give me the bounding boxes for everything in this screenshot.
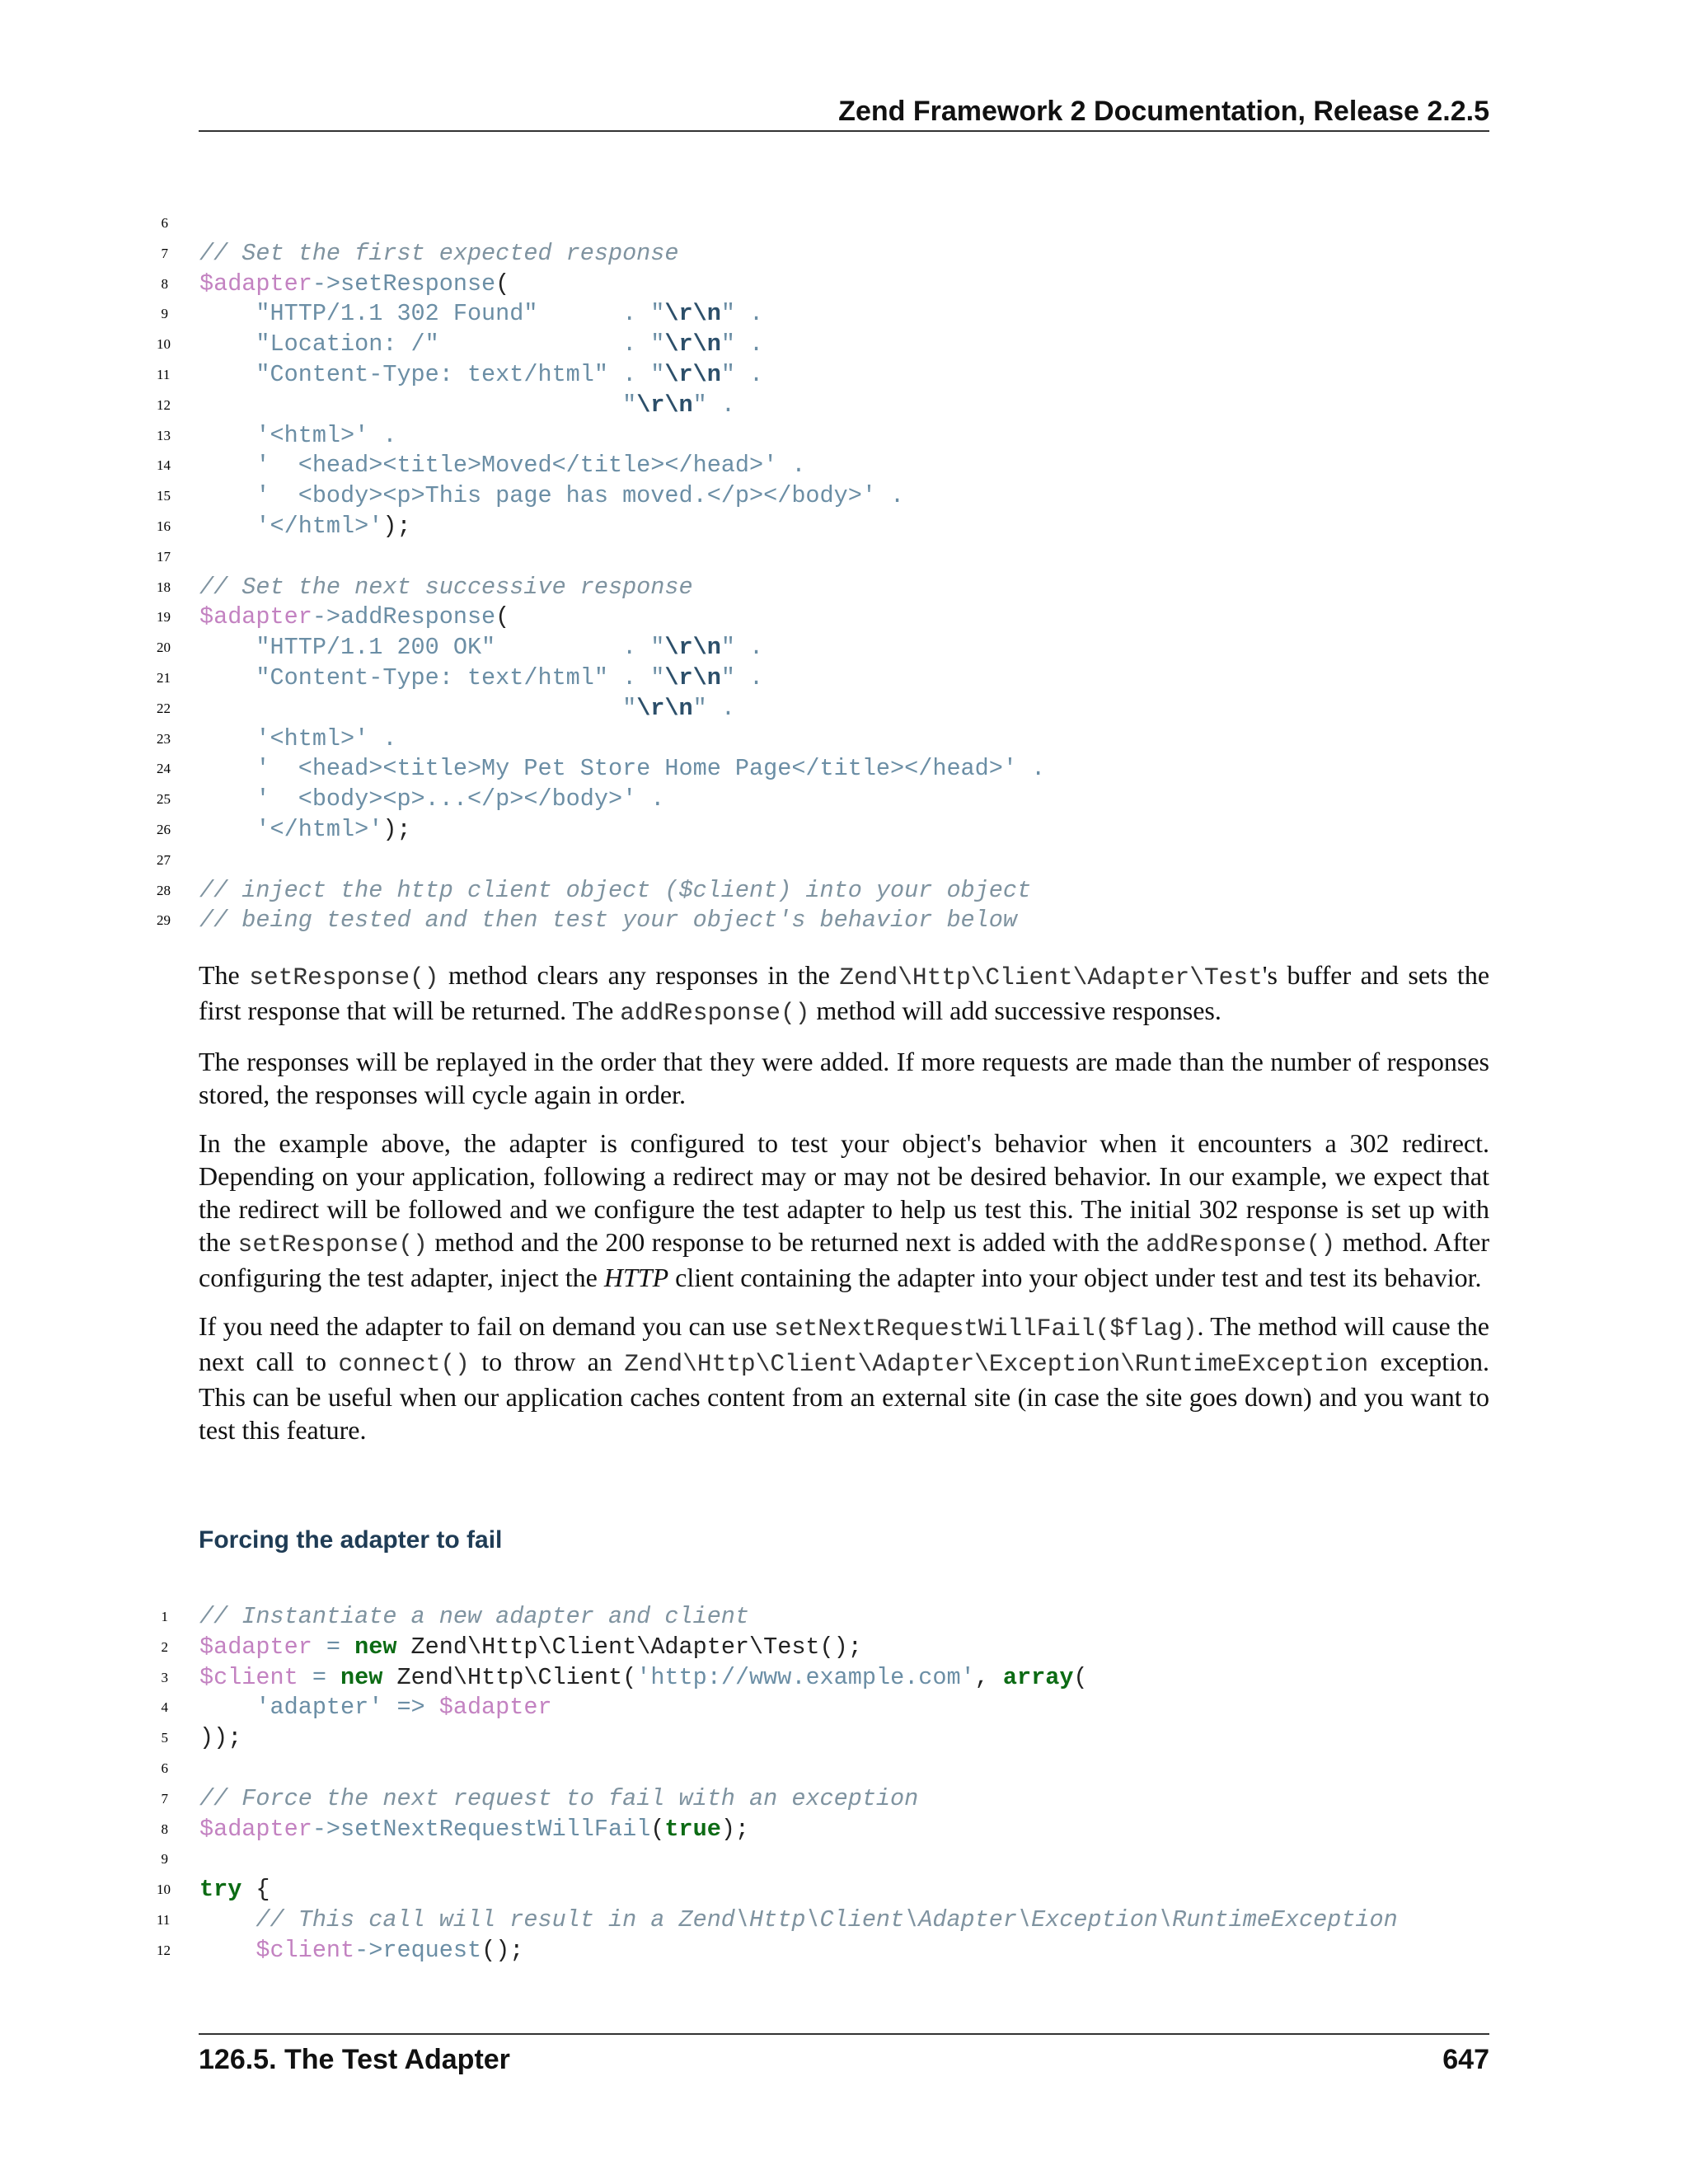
- code-line: [157, 451, 1558, 481]
- line-number: 9: [161, 1851, 168, 1868]
- line-number: 27: [157, 851, 171, 868]
- code-token: ->addResponse: [312, 603, 496, 631]
- line-number: 19: [157, 609, 171, 626]
- code-token: // Set the next successive response: [199, 573, 693, 601]
- inline-code: addResponse(): [1146, 1230, 1336, 1258]
- code-line: [157, 1844, 1558, 1875]
- line-number: 20: [157, 640, 171, 656]
- line-number: 2: [161, 1638, 168, 1655]
- code-text: [199, 633, 763, 663]
- code-text: [199, 1875, 270, 1905]
- line-number: 23: [157, 730, 171, 747]
- code-text: [199, 602, 509, 633]
- line-number: 28: [157, 882, 171, 898]
- code-line: [157, 815, 1558, 846]
- code-token: " .: [692, 694, 735, 722]
- code-line: [157, 1633, 1558, 1663]
- paragraph: [199, 1310, 1489, 1446]
- code-line: [157, 633, 1558, 663]
- code-token: 'http://www.example.com': [636, 1663, 975, 1691]
- body-text: [199, 958, 1489, 1462]
- line-number: 6: [161, 1760, 168, 1776]
- line-number: 14: [157, 457, 171, 474]
- code-token: "HTTP/1.1 200 OK" . ": [199, 634, 665, 662]
- code-token: (: [650, 1815, 665, 1843]
- code-token: ": [199, 694, 637, 722]
- code-text: [199, 1723, 241, 1754]
- code-token: Zend\Http\Client\Adapter\Test();: [396, 1633, 862, 1661]
- code-text: [199, 481, 904, 512]
- code-token: $adapter: [199, 1815, 312, 1843]
- code-token: ));: [199, 1724, 242, 1752]
- code-token: \r\n: [664, 360, 721, 388]
- code-token: '</html>': [199, 815, 383, 843]
- code-token: "Content-Type: text/html" . ": [199, 663, 665, 691]
- code-block-force-fail: [157, 1602, 1558, 1966]
- paragraph: [199, 958, 1489, 1029]
- code-text: [199, 451, 805, 481]
- code-text: [199, 876, 1031, 907]
- footer-section-title: 126.5. The Test Adapter: [199, 2044, 510, 2075]
- text-run: to throw an: [469, 1347, 625, 1376]
- code-token: " .: [720, 300, 764, 328]
- code-token: {: [241, 1876, 270, 1904]
- code-token: (: [1073, 1663, 1088, 1691]
- paragraph: [199, 1127, 1489, 1294]
- code-text: [199, 815, 411, 846]
- code-line: [157, 209, 1558, 239]
- code-line: [157, 1815, 1558, 1845]
- code-text: [199, 269, 509, 300]
- header-rule: [199, 130, 1489, 132]
- section-heading: Forcing the adapter to fail: [199, 1526, 503, 1554]
- code-line: [157, 876, 1558, 907]
- code-line: [157, 391, 1558, 421]
- code-token: '<html>' .: [199, 421, 397, 449]
- code-line: [157, 239, 1558, 269]
- text-run: exception. This can be useful when our application caches content from an external site (in case the site goes down) and you want to test this feature.: [199, 1347, 1489, 1445]
- line-number: 16: [157, 518, 171, 534]
- line-number: 22: [157, 700, 171, 716]
- code-token: new: [340, 1663, 383, 1691]
- code-line: [157, 754, 1558, 785]
- line-number: 12: [157, 1942, 171, 1958]
- text-run: The: [199, 960, 250, 990]
- code-text: [199, 906, 1017, 936]
- code-token: =: [312, 1633, 355, 1661]
- code-line: [157, 694, 1558, 724]
- code-line: [157, 1723, 1558, 1754]
- code-token: (: [495, 269, 510, 298]
- line-number: 8: [161, 275, 168, 292]
- code-text: [199, 1633, 862, 1663]
- code-line: [157, 299, 1558, 330]
- footer-rule: [199, 2033, 1489, 2035]
- code-token: " .: [720, 330, 764, 359]
- code-line: [157, 1663, 1558, 1694]
- code-token: [199, 1937, 256, 1964]
- code-line: [157, 1875, 1558, 1905]
- code-line: [157, 724, 1558, 755]
- code-text: [199, 512, 411, 542]
- line-number: 5: [161, 1730, 168, 1746]
- line-number: 15: [157, 488, 171, 504]
- inline-code: setResponse(): [237, 1230, 428, 1258]
- line-number: 18: [157, 579, 171, 595]
- code-token: $client: [199, 1663, 298, 1691]
- code-token: ' <body><p>...</p></body>' .: [199, 785, 665, 813]
- text-run: 's buffer and sets the first response that will be returned. The: [199, 960, 1490, 1025]
- emphasis: HTTP: [603, 1263, 669, 1292]
- code-token: " .: [720, 360, 764, 388]
- code-text: [199, 663, 763, 694]
- code-token: "HTTP/1.1 302 Found" . ": [199, 300, 665, 328]
- line-number: 3: [161, 1669, 168, 1685]
- code-token: ->setResponse: [312, 269, 496, 298]
- inline-code: addResponse(): [620, 999, 810, 1027]
- inline-code: Zend\Http\Client\Adapter\Exception\RuntimeException: [624, 1350, 1369, 1378]
- code-text: [199, 1693, 552, 1723]
- code-line: [157, 1754, 1558, 1784]
- code-token: \r\n: [664, 300, 721, 328]
- code-token: true: [664, 1815, 721, 1843]
- text-run: method will add successive responses.: [809, 996, 1221, 1025]
- code-line: [157, 542, 1558, 573]
- code-text: [199, 1905, 1398, 1936]
- code-text: [199, 1784, 918, 1815]
- code-line: [157, 785, 1558, 815]
- running-header: Zend Framework 2 Documentation, Release 2.2.5: [838, 96, 1489, 127]
- code-token: " .: [720, 663, 764, 691]
- inline-code: setResponse(): [249, 963, 439, 991]
- line-number: 7: [161, 1790, 168, 1807]
- line-number: 11: [157, 366, 171, 382]
- code-token: $client: [256, 1936, 355, 1964]
- code-token: $adapter: [199, 1633, 312, 1661]
- code-line: [157, 1936, 1558, 1966]
- text-run: method clears any responses in the: [438, 960, 840, 990]
- code-token: '</html>': [199, 512, 383, 540]
- code-token: Zend\Http\Client(: [382, 1663, 637, 1691]
- code-token: );: [382, 512, 411, 540]
- code-line: [157, 602, 1558, 633]
- code-token: $adapter: [199, 603, 312, 631]
- code-line: [157, 1693, 1558, 1723]
- code-token: ();: [481, 1936, 524, 1964]
- code-token: try: [199, 1876, 242, 1904]
- inline-code: connect(): [338, 1350, 470, 1378]
- line-number: 26: [157, 821, 171, 837]
- code-token: ,: [974, 1663, 1003, 1691]
- line-number: 12: [157, 396, 171, 413]
- code-token: // being tested and then test your object's behavior below: [199, 907, 1017, 935]
- code-token: new: [354, 1633, 397, 1661]
- line-number: 10: [157, 1882, 171, 1898]
- code-token: "Content-Type: text/html" . ": [199, 360, 665, 388]
- code-line: [157, 1905, 1558, 1936]
- code-block-set-response: [157, 209, 1558, 936]
- code-line: [157, 512, 1558, 542]
- code-token: " .: [692, 391, 735, 419]
- code-token: ' <head><title>My Pet Store Home Page</title></head>' .: [199, 755, 1046, 783]
- code-token: '<html>' .: [199, 724, 397, 752]
- code-text: [199, 754, 1045, 785]
- code-line: [157, 481, 1558, 512]
- line-number: 10: [157, 336, 171, 353]
- code-token: // Force the next request to fail with an exception: [199, 1784, 919, 1812]
- running-footer: [199, 2041, 1489, 2079]
- code-token: \r\n: [664, 663, 721, 691]
- code-text: [199, 239, 679, 269]
- line-number: 8: [161, 1821, 168, 1837]
- line-number: 11: [157, 1911, 171, 1928]
- text-run: . The method will cause the next call to: [199, 1311, 1490, 1376]
- line-number: 1: [161, 1609, 168, 1624]
- line-number: 25: [157, 791, 171, 808]
- code-line: [157, 906, 1558, 936]
- text-run: client containing the adapter into your object under test and test its behavior.: [668, 1263, 1482, 1292]
- line-number: 21: [157, 669, 171, 686]
- code-token: ' <head><title>Moved</title></head>' .: [199, 452, 806, 480]
- inline-code: setNextRequestWillFail($flag): [774, 1315, 1198, 1343]
- code-text: [199, 299, 763, 330]
- code-line: [157, 421, 1558, 452]
- text-run: method and the 200 response to be returned next is added with the: [427, 1227, 1146, 1257]
- code-line: [157, 1602, 1558, 1633]
- text-run: method. After configuring the test adapter, inject the: [199, 1227, 1490, 1292]
- code-line: [157, 663, 1558, 694]
- code-text: [199, 1936, 523, 1966]
- text-run: If you need the adapter to fail on demand you can use: [199, 1311, 775, 1341]
- code-text: [199, 330, 763, 360]
- code-line: [157, 846, 1558, 876]
- code-text: [199, 724, 396, 755]
- inline-code: Zend\Http\Client\Adapter\Test: [839, 963, 1263, 991]
- code-token: array: [1002, 1663, 1074, 1691]
- code-token: $adapter: [199, 269, 312, 298]
- code-token: ' <body><p>This page has moved.</p></body>' .: [199, 482, 905, 510]
- code-token: 'adapter' =>: [199, 1694, 439, 1722]
- code-text: [199, 785, 664, 815]
- code-text: [199, 573, 693, 603]
- code-text: [199, 1815, 749, 1845]
- code-token: );: [382, 815, 411, 843]
- code-text: [199, 421, 396, 452]
- line-number: 9: [161, 306, 168, 322]
- line-number: 24: [157, 761, 171, 777]
- paragraph: [199, 1045, 1489, 1111]
- code-token: \r\n: [664, 330, 721, 359]
- code-token: // Instantiate a new adapter and client: [199, 1603, 750, 1630]
- code-text: [199, 1602, 749, 1633]
- code-token: =: [298, 1663, 341, 1691]
- code-text: [199, 360, 763, 391]
- code-token: " .: [720, 634, 764, 662]
- code-line: [157, 1784, 1558, 1815]
- code-text: [199, 694, 735, 724]
- code-token: \r\n: [636, 694, 693, 722]
- code-line: [157, 330, 1558, 360]
- code-line: [157, 573, 1558, 603]
- code-token: "Location: /" . ": [199, 330, 665, 359]
- code-token: (: [495, 603, 510, 631]
- line-number: 7: [161, 245, 168, 261]
- code-token: \r\n: [664, 634, 721, 662]
- line-number: 13: [157, 427, 171, 443]
- code-token: // Set the first expected response: [199, 239, 679, 267]
- code-token: ->request: [354, 1936, 482, 1964]
- code-line: [157, 269, 1558, 300]
- code-text: [199, 391, 735, 421]
- code-text: [199, 1663, 1088, 1694]
- code-token: ": [199, 391, 637, 419]
- page-number: 647: [1442, 2044, 1489, 2075]
- code-token: // inject the http client object ($client) into your object: [199, 876, 1032, 904]
- text-run: The responses will be replayed in the order that they were added. If more requests are made than the number of responses stored, the responses will cycle again in order.: [199, 1047, 1489, 1109]
- code-line: [157, 360, 1558, 391]
- code-token: $adapter: [438, 1694, 552, 1722]
- code-token: ->setNextRequestWillFail: [312, 1815, 651, 1843]
- code-token: \r\n: [636, 391, 693, 419]
- code-token: // This call will result in a Zend\Http\Client\Adapter\Exception\RuntimeException: [199, 1905, 1398, 1933]
- line-number: 17: [157, 548, 171, 565]
- line-number: 29: [157, 912, 171, 929]
- code-token: );: [720, 1815, 750, 1843]
- line-number: 6: [161, 215, 168, 231]
- text-run: In the example above, the adapter is configured to test your object's behavior when it encounters a 302 redirect. Depending on your application, following a redirect may or may not be desired behavior. In our example, we expect that the redirect will be followed and we configure the test adapter to help us test this. The initial 302 response is set up with the: [199, 1128, 1489, 1257]
- line-number: 4: [161, 1699, 168, 1716]
